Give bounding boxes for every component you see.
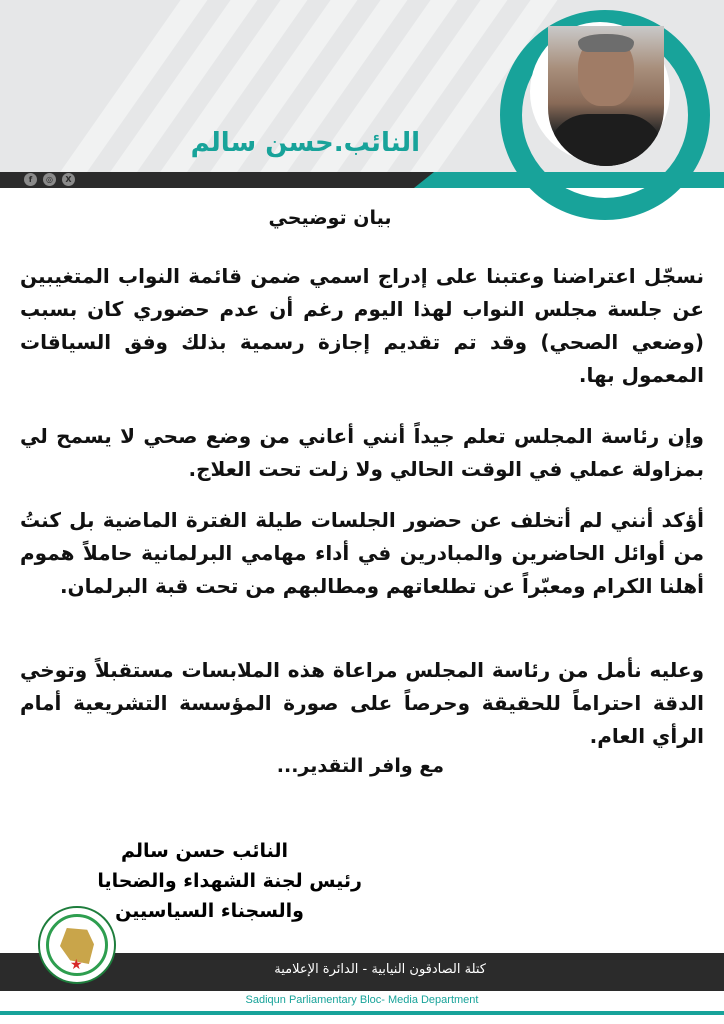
bloc-logo [38, 906, 116, 984]
footer-arabic: كتلة الصادقون النيابية - الدائرة الإعلامية [274, 962, 486, 977]
portrait-hair [578, 34, 634, 52]
closing-line: مع وافر التقدير... [276, 755, 444, 777]
statement-paragraph: وعليه نأمل من رئاسة المجلس مراعاة هذه الملابسات مستقبلاً وتوخي الدقة احتراماً للحقيقة وحرصاً على صورة المؤسسة التشريعية أمام الرأي العام. [20, 658, 704, 748]
footer-english: Sadiqun Parliamentary Bloc- Media Department [245, 994, 479, 1006]
statement-paragraph: وإن رئاسة المجلس تعلم جيداً أنني أعاني من وضع صحي لا يسمح لي بمزاولة عملي في الوقت الحالي ولا زلت تحت العلاج. [20, 424, 704, 481]
mp-name-heading: النائب.حسن سالم [190, 128, 420, 158]
logo-star-icon: ★ [70, 957, 83, 973]
signature-name: النائب حسن سالم [121, 840, 288, 862]
portrait-photo [548, 26, 664, 166]
instagram-icon[interactable]: ◎ [43, 173, 56, 186]
portrait-suit [548, 114, 664, 166]
signature-role: والسجناء السياسيين [115, 900, 304, 922]
statement-title: بيان توضيحي [268, 207, 392, 229]
footer-accent-line [0, 1011, 724, 1015]
x-icon[interactable]: X [62, 173, 75, 186]
statement-paragraph: نسجّل اعتراضنا وعتبنا على إدراج اسمي ضمن قائمة النواب المتغيبين عن جلسة مجلس النواب لهذا اليوم رغم أن عدم حضوري كان بسبب (وضعي الصحي) وقد تم تقديم إجازة رسمية بذلك وفق السياقات المعمول بها. [20, 264, 704, 387]
top-teal-bar [414, 172, 724, 188]
facebook-icon[interactable]: f [24, 173, 37, 186]
signature-role: رئيس لجنة الشهداء والضحايا [97, 870, 362, 892]
statement-paragraph: أؤكد أنني لم أتخلف عن حضور الجلسات طيلة الفترة الماضية بل كنتُ من أوائل الحاضرين والمبادرين في أداء مهامي البرلمانية حاملاً هموم أهلنا الكرام ومعبّراً عن تطلعاتهم ومطالبهم من تحت قبة البرلمان. [20, 508, 704, 598]
